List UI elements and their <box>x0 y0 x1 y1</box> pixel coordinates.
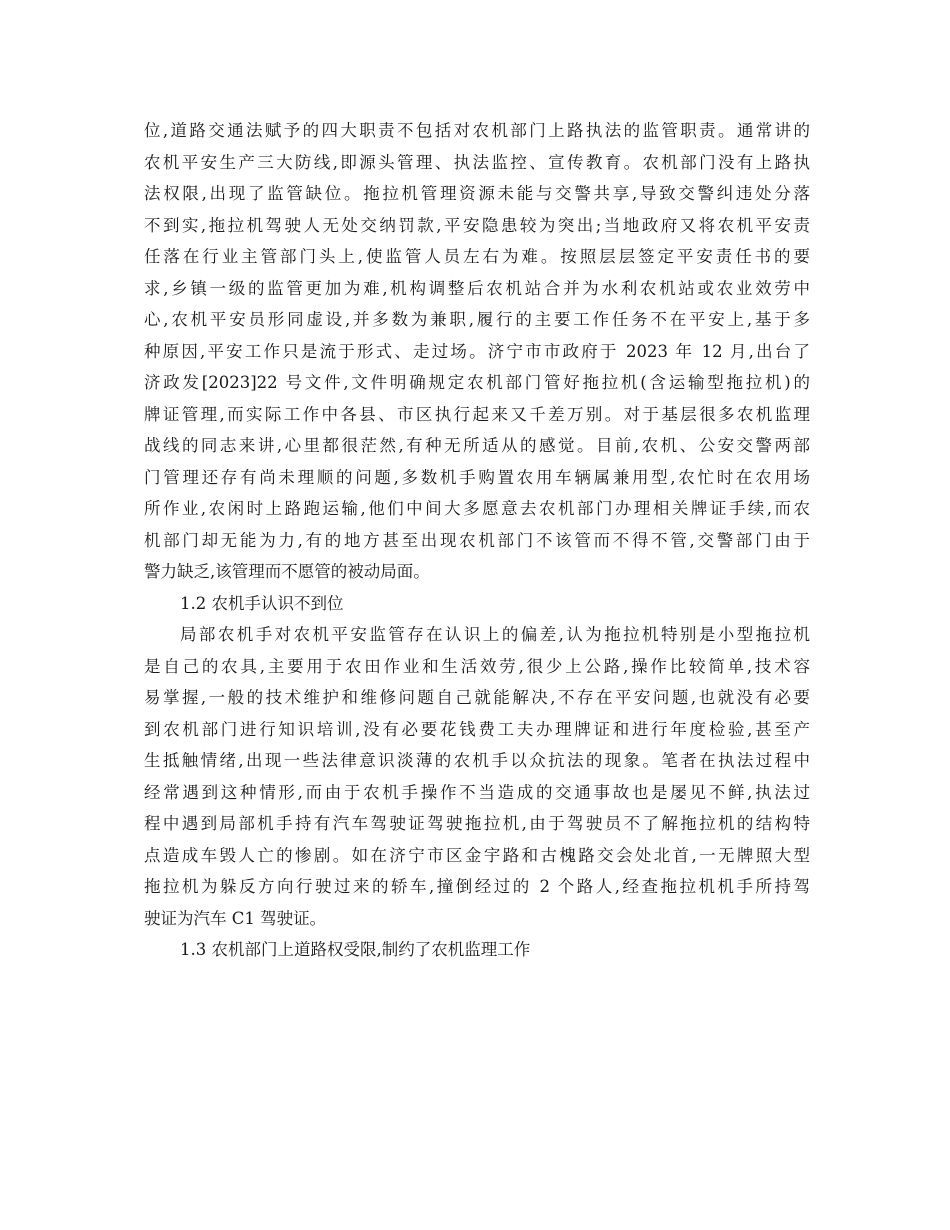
paragraph <box>144 115 810 588</box>
text-line: 所作业,农闲时上路跑运输,他们中间大多愿意去农机部门办理相关牌证手续,而农 <box>144 499 810 518</box>
text-line: 任落在行业主管部门头上,使监管人员左右为难。按照层层签定平安责任书的要 <box>144 247 810 266</box>
text-line: 易掌握,一般的技术维护和维修问题自己就能解决,不存在平安问题,也就没有必要 <box>144 688 810 707</box>
text-line: 求,乡镇一级的监管更加为难,机构调整后农机站合并为水利农机站或农业效劳中 <box>144 278 810 298</box>
text-line: 到农机部门进行知识培训,没有必要花钱费工夫办理牌证和进行年度检验,甚至产 <box>144 719 810 739</box>
text-line: 警力缺乏,该管理而不愿管的被动局面。 <box>144 562 430 581</box>
text-line: 农机平安生产三大防线,即源头管理、执法监控、宣传教育。农机部门没有上路执 <box>144 152 810 172</box>
text-line: 法权限,出现了监管缺位。拖拉机管理资源未能与交警共享,导致交警纠违处分落 <box>144 184 810 203</box>
text-line: 心,农机平安员形同虚设,并多数为兼职,履行的主要工作任务不在平安上,基于多 <box>144 310 810 329</box>
text-line: 驶证为汽车 C1 驾驶证。 <box>144 908 327 928</box>
text-line: 拖拉机为躲反方向行驶过来的轿车,撞倒经过的 2 个路人,经查拖拉机机手所持驾 <box>144 877 810 896</box>
text-line: 牌证管理,而实际工作中各县、市区执行起来又千差万别。对于基层很多农机监理 <box>144 404 810 424</box>
text-line: 机部门却无能为力,有的地方甚至出现农机部门不该管而不得不管,交警部门由于 <box>144 530 810 550</box>
document-body <box>144 115 810 966</box>
text-line: 不到实,拖拉机驾驶人无处交纳罚款,平安隐患较为突出;当地政府又将农机平安责 <box>144 215 810 235</box>
text-line: 生抵触情绪,出现一些法律意识淡薄的农机手以众抗法的现象。笔者在执法过程中 <box>144 751 810 770</box>
text-line: 局部农机手对农机平安监管存在认识上的偏差,认为拖拉机特别是小型拖拉机 <box>180 625 810 644</box>
text-line: 是自己的农具,主要用于农田作业和生活效劳,很少上公路,操作比较简单,技术容 <box>144 656 810 676</box>
text-line: 程中遇到局部机手持有汽车驾驶证驾驶拖拉机,由于驾驶员不了解拖拉机的结构特 <box>144 814 810 833</box>
text-line: 济政发[2023]22 号文件,文件明确规定农机部门管好拖拉机(含运输型拖拉机)的 <box>144 373 810 392</box>
text-line: 位,道路交通法赋予的四大职责不包括对农机部门上路执法的监管职责。通常讲的 <box>144 121 810 140</box>
text-line: 战线的同志来讲,心里都很茫然,有种无所适从的感觉。目前,农机、公安交警两部 <box>144 436 810 455</box>
text-line: 点造成车毁人亡的惨剧。如在济宁市区金宇路和古槐路交会处北首,一无牌照大型 <box>144 845 810 865</box>
section-heading: 1.3 农机部门上道路权受限,制约了农机监理工作 <box>180 940 531 959</box>
paragraph <box>144 619 810 934</box>
section-heading: 1.2 农机手认识不到位 <box>180 593 344 613</box>
text-line: 门管理还存有尚未理顺的问题,多数机手购置农用车辆属兼用型,农忙时在农用场 <box>144 467 810 487</box>
text-line: 种原因,平安工作只是流于形式、走过场。济宁市市政府于 2023 年 12 月,出台了 <box>144 341 810 361</box>
text-line: 经常遇到这种情形,而由于农机手操作不当造成的交通事故也是屡见不鲜,执法过 <box>144 782 810 802</box>
